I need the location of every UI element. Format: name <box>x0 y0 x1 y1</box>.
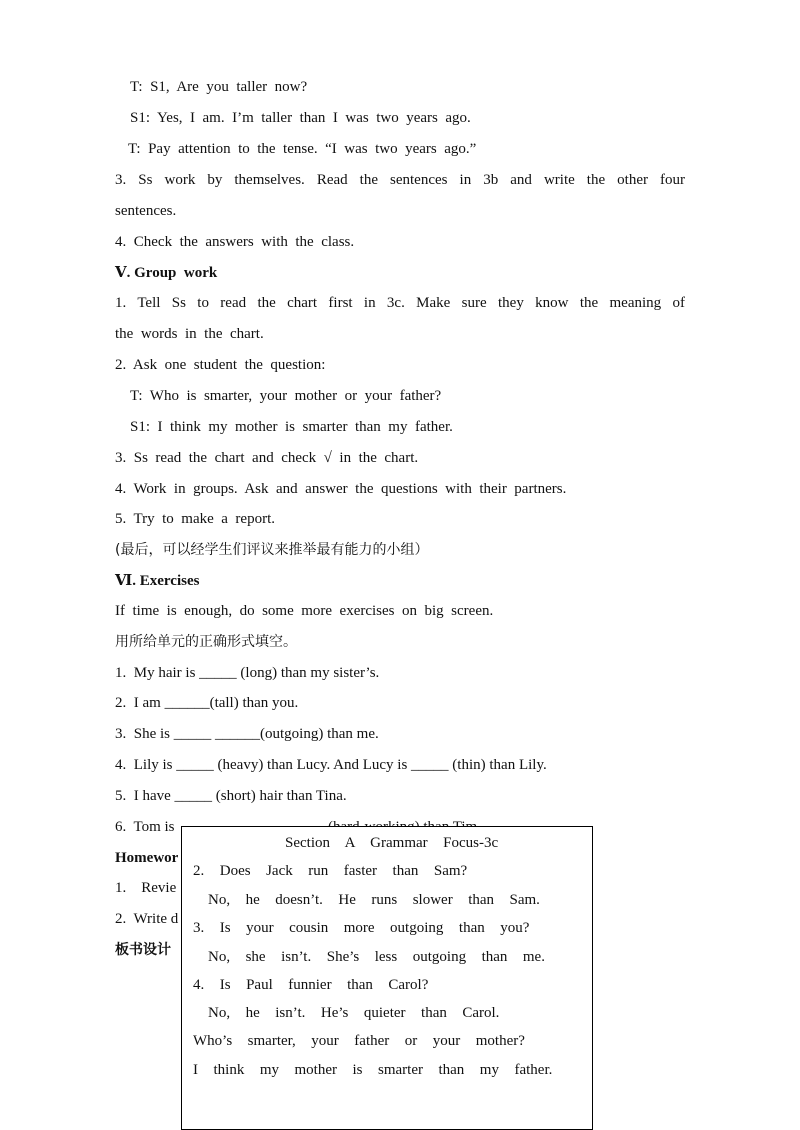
exercise-item: 6. Tom is <box>115 819 175 835</box>
step-line: 2. Ask one student the question: <box>115 357 326 373</box>
exercise-item: 5. I have _____ (short) hair than Tina. <box>115 788 347 804</box>
step-line-continued: the words in the chart. <box>115 326 264 342</box>
box-line: 2. Does Jack run faster than Sam? <box>193 863 468 879</box>
instruction-line: If time is enough, do some more exercises on big screen. <box>115 603 494 619</box>
step-line: 5. Try to make a report. <box>115 511 275 527</box>
box-title: Section A Grammar Focus-3c <box>285 835 499 851</box>
step-line: 4. Work in groups. Ask and answer the questions with their partners. <box>115 481 567 497</box>
box-line: No, she isn’t. She’s less outgoing than me. <box>208 949 545 965</box>
chinese-note: (最后，可以经学生们评议来推举最有能力的小组） <box>115 542 429 558</box>
board-design-heading: 板书设计 <box>115 942 171 958</box>
step-line: 1. Tell Ss to read the chart first in 3c. Make sure they know the meaning of <box>115 295 685 311</box>
exercise-item: 2. I am ______(tall) than you. <box>115 695 299 711</box>
exercise-item: 1. My hair is _____ (long) than my sister’s. <box>115 665 380 681</box>
box-line: 4. Is Paul funnier than Carol? <box>193 977 429 993</box>
dialogue-line: S1: Yes, I am. I’m taller than I was two years ago. <box>130 110 471 126</box>
dialogue-line: S1: I think my mother is smarter than my father. <box>130 419 453 435</box>
chinese-instruction: 用所给单元的正确形式填空。 <box>115 634 297 650</box>
box-line: No, he isn’t. He’s quieter than Carol. <box>208 1005 500 1021</box>
homework-heading: Homewor <box>115 850 179 866</box>
box-line: No, he doesn’t. He runs slower than Sam. <box>208 892 540 908</box>
step-line: 3. Ss work by themselves. Read the sentences in 3b and write the other four <box>115 172 685 188</box>
box-line: 3. Is your cousin more outgoing than you? <box>193 920 530 936</box>
exercise-item: 3. She is _____ ______(outgoing) than me. <box>115 726 379 742</box>
step-line-continued: sentences. <box>115 203 177 219</box>
exercise-item: 4. Lily is _____ (heavy) than Lucy. And Lucy is _____ (thin) than Lily. <box>115 757 547 773</box>
dialogue-line: T: S1, Are you taller now? <box>130 79 308 95</box>
box-line: I think my mother is smarter than my father. <box>193 1062 553 1078</box>
step-line: 3. Ss read the chart and check √ in the chart. <box>115 450 419 466</box>
section-heading: Ⅴ. Group work <box>115 265 218 281</box>
homework-item: 2. Write d <box>115 911 179 927</box>
step-line: 4. Check the answers with the class. <box>115 234 355 250</box>
dialogue-line: T: Pay attention to the tense. “I was two years ago.” <box>128 141 477 157</box>
dialogue-line: T: Who is smarter, your mother or your father? <box>130 388 442 404</box>
board-design-box <box>181 826 593 1130</box>
section-heading: Ⅵ. Exercises <box>115 573 200 589</box>
homework-item: 1. Revie <box>115 880 177 896</box>
box-line: Who’s smarter, your father or your mother? <box>193 1033 525 1049</box>
